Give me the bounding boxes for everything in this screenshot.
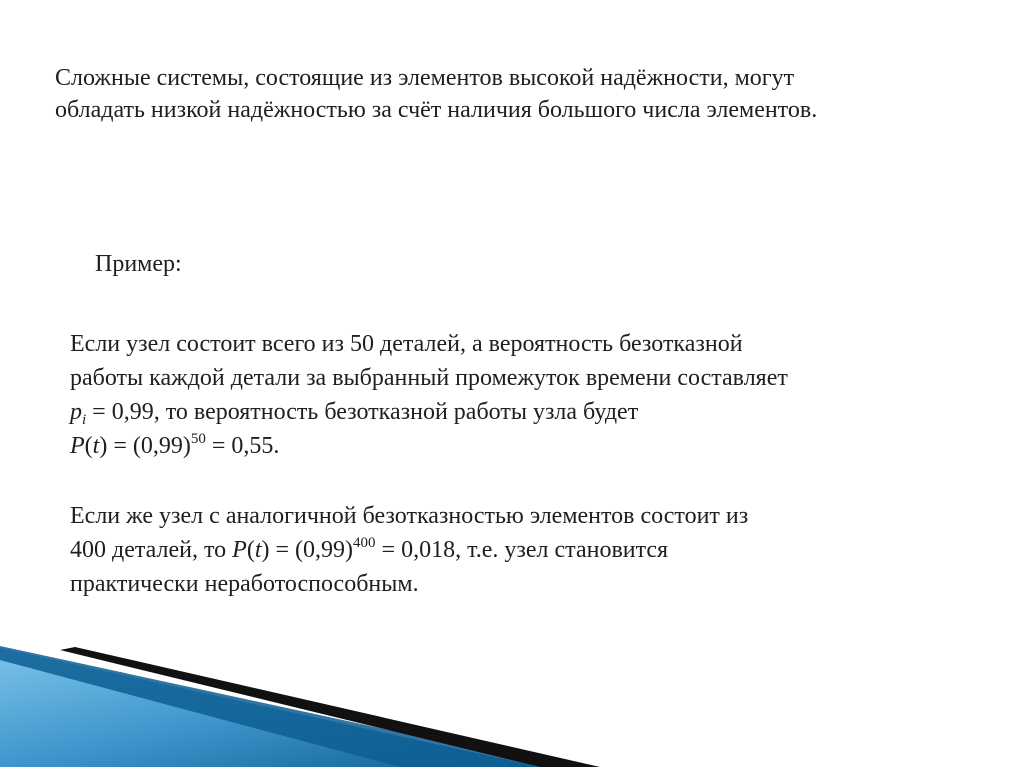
p1-formula-result: = 0,55. bbox=[205, 433, 280, 459]
p1-formula-base: = (0,99) bbox=[107, 433, 191, 459]
P-symbol-2: P bbox=[232, 537, 247, 563]
p-i-symbol: p bbox=[70, 399, 82, 425]
p2-line-1: Если же узел с аналогичной безотказностью элементов состоит из bbox=[70, 503, 749, 529]
p2-formula-base: = (0,99) bbox=[269, 537, 354, 563]
t-symbol-2: t bbox=[254, 537, 262, 563]
intro-line-2: обладать низкой надёжностью за счёт наличия большого числа элементов. bbox=[55, 97, 818, 123]
p2-formula-result: = 0,018, т.е. узел становится bbox=[375, 537, 669, 563]
t-symbol: t bbox=[92, 433, 100, 459]
p2-line-3: практически неработоспособным. bbox=[70, 571, 419, 597]
p1-formula: $P(t) = (0,99)^{50} = 0,55$. bbox=[70, 431, 280, 459]
p2-line-2: 400 деталей, то $P(t) = (0,99)^{400} = 0,018$, т.е. узел становится bbox=[70, 535, 669, 563]
p2-line-2-start: 400 деталей, то bbox=[70, 537, 233, 563]
example-label: Пример: bbox=[95, 251, 182, 277]
p1-formula-exponent: 50 bbox=[190, 431, 206, 447]
p1-line-1: Если узел состоит всего из 50 деталей, а вероятность безотказной bbox=[70, 331, 743, 357]
p1-line-3-rest: = 0,99, то вероятность безотказной работы узла будет bbox=[86, 399, 639, 425]
p1-line-2: работы каждой детали за выбранный промежуток времени составляет bbox=[70, 365, 788, 391]
p-i-subscript: i bbox=[82, 412, 87, 428]
P-symbol: P bbox=[70, 433, 85, 459]
p2-formula-exponent: 400 bbox=[353, 535, 376, 551]
intro-line-1: Сложные системы, состоящие из элементов высокой надёжности, могут bbox=[55, 65, 795, 91]
